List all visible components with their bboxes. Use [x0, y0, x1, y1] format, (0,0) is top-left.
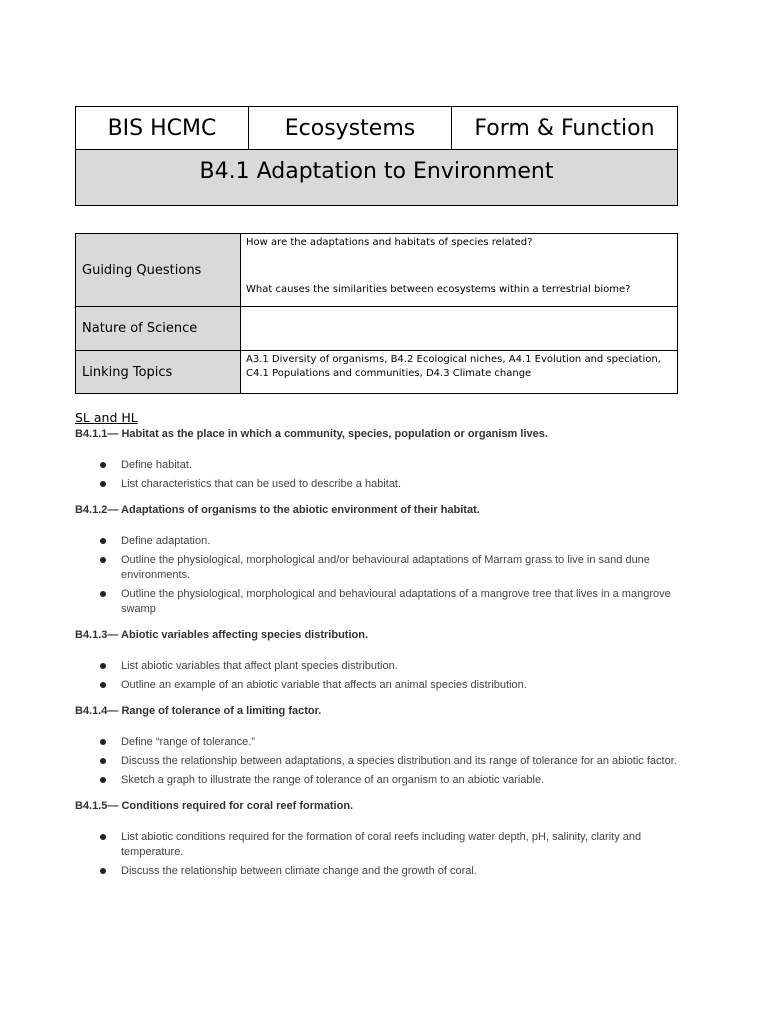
- bullet-icon: [100, 834, 106, 840]
- bullet-icon: [100, 663, 106, 669]
- key-concept: Form & Function: [474, 115, 655, 141]
- section: [75, 426, 685, 492]
- section: [75, 798, 685, 879]
- bullet-icon: [100, 777, 106, 783]
- list-item: [75, 864, 701, 879]
- bullet-list: [75, 735, 685, 788]
- list-item-text: Discuss the relationship between adaptations, a species distribution and its range of tolerance for an abiotic factor.: [121, 755, 677, 767]
- list-item: [75, 773, 701, 788]
- list-item-text: Define adaptation.: [121, 535, 211, 547]
- section: [75, 627, 685, 693]
- list-item-text: Define habitat.: [121, 459, 192, 471]
- list-item: [75, 830, 701, 860]
- sections-list: [75, 426, 685, 879]
- list-item: [75, 587, 701, 617]
- guiding-question-2: What causes the similarities between ecosystems within a terrestrial biome?: [246, 284, 631, 295]
- section-title: B4.1.5— Conditions required for coral reef formation.: [75, 800, 354, 812]
- list-item: [75, 534, 701, 549]
- bullet-icon: [100, 682, 106, 688]
- section-title: B4.1.1— Habitat as the place in which a community, species, population or organism lives.: [75, 428, 548, 440]
- bullet-icon: [100, 538, 106, 544]
- linking-topics-value: A3.1 Diversity of organisms, B4.2 Ecological niches, A4.1 Evolution and speciation, C4.1 Populations and communities, D4.3 Climate change: [246, 354, 661, 379]
- bullet-icon: [100, 557, 106, 563]
- nature-of-science-value: [241, 307, 677, 350]
- bullet-icon: [100, 462, 106, 468]
- guiding-questions-label: Guiding Questions: [76, 234, 241, 306]
- list-item-text: Define “range of tolerance.”: [121, 736, 255, 748]
- nature-of-science-row: [76, 307, 677, 351]
- list-item: [75, 754, 701, 769]
- list-item-text: Discuss the relationship between climate change and the growth of coral.: [121, 865, 477, 877]
- guiding-questions-row: [76, 234, 677, 307]
- list-item: [75, 477, 701, 492]
- list-item: [75, 735, 701, 750]
- linking-topics-row: [76, 351, 677, 393]
- nature-of-science-label: Nature of Science: [76, 307, 241, 350]
- list-item-text: List abiotic variables that affect plant species distribution.: [121, 660, 398, 672]
- bullet-icon: [100, 481, 106, 487]
- list-item: [75, 458, 701, 473]
- section: [75, 502, 685, 617]
- section: [75, 703, 685, 788]
- list-item-text: Outline the physiological, morphological and behavioural adaptations of a mangrove tree that lives in a mangrove swamp: [121, 588, 671, 615]
- list-item-text: Sketch a graph to illustrate the range of tolerance of an organism to an abiotic variable.: [121, 774, 545, 786]
- section-title: B4.1.3— Abiotic variables affecting species distribution.: [75, 629, 369, 641]
- bullet-icon: [100, 758, 106, 764]
- bullet-list: [75, 659, 685, 693]
- list-item-text: List abiotic conditions required for the formation of coral reefs including water depth, pH, salinity, clarity and temperature.: [121, 831, 642, 858]
- bullet-icon: [100, 739, 106, 745]
- header-table: [75, 106, 678, 206]
- list-item: [75, 553, 701, 583]
- section-title: B4.1.4— Range of tolerance of a limiting factor.: [75, 705, 322, 717]
- bullet-icon: [100, 591, 106, 597]
- school-name: BIS HCMC: [76, 107, 249, 149]
- bullet-icon: [100, 868, 106, 874]
- bullet-list: [75, 534, 685, 617]
- list-item-text: Outline the physiological, morphological and/or behavioural adaptations of Marram grass to live in sand dune environments.: [121, 554, 650, 581]
- content-area: [75, 410, 685, 889]
- list-item-text: List characteristics that can be used to describe a habitat.: [121, 478, 402, 490]
- list-item: [75, 678, 701, 693]
- info-table: [75, 233, 678, 394]
- guiding-question-1: How are the adaptations and habitats of species related?: [246, 237, 533, 248]
- page-title: B4.1 Adaptation to Environment: [76, 150, 677, 205]
- linking-topics-label: Linking Topics: [76, 351, 241, 393]
- list-item: [75, 659, 701, 674]
- bullet-list: [75, 458, 685, 492]
- unit-theme: Ecosystems: [249, 107, 452, 149]
- section-title: B4.1.2— Adaptations of organisms to the abiotic environment of their habitat.: [75, 504, 480, 516]
- list-item-text: Outline an example of an abiotic variable that affects an animal species distribution.: [121, 679, 527, 691]
- level-heading: SL and HL: [75, 410, 138, 425]
- header-row: [76, 107, 677, 150]
- guiding-questions-value: [241, 234, 677, 306]
- bullet-list: [75, 830, 685, 879]
